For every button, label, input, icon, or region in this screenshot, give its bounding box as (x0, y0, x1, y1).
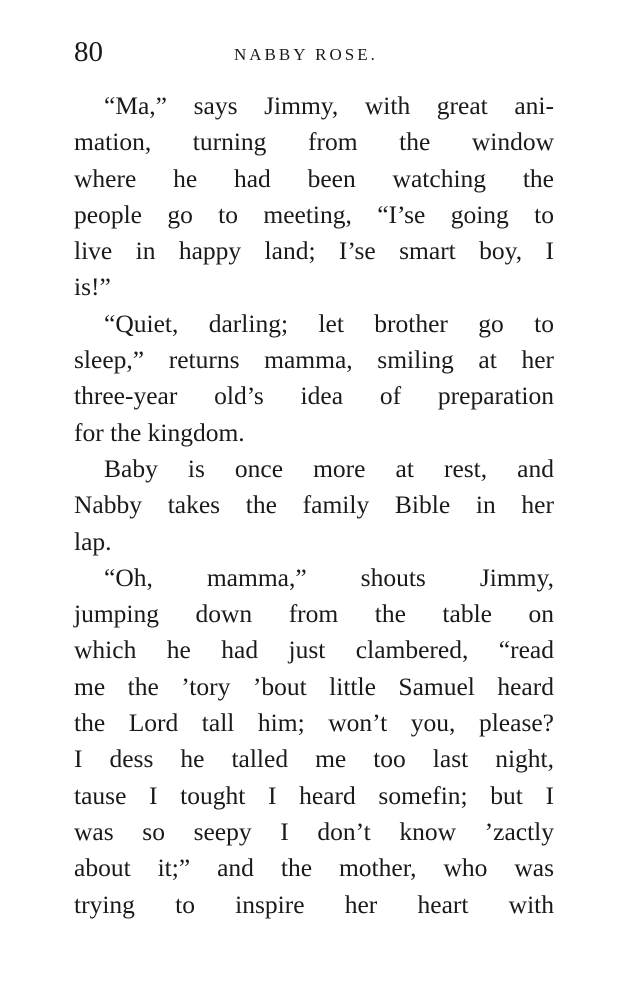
running-title: NABBY ROSE. (234, 45, 378, 64)
text-line: about it;” and the mother, who was (74, 853, 554, 883)
text-line: was so seepy I don’t know ’zactly (74, 816, 554, 846)
paragraph-2 (74, 306, 554, 451)
text-line: me the ’tory ’bout little Samuel heard (74, 671, 554, 701)
paragraph-3 (74, 451, 554, 560)
text-line: trying to inspire her heart with (74, 889, 554, 919)
page-number: 80 (74, 36, 103, 68)
text-line: lap. (74, 526, 112, 556)
body-text (74, 88, 554, 923)
text-line: tause I tought I heard somefin; but I (74, 780, 554, 810)
text-line: three-year old’s idea of preparation (74, 381, 554, 411)
text-line: sleep,” returns mamma, smiling at her (74, 345, 554, 375)
text-line: for the kingdom. (74, 417, 245, 447)
text-line: the Lord tall him; won’t you, please? (74, 708, 554, 738)
running-head (74, 34, 554, 74)
text-line: where he had been watching the (74, 163, 554, 193)
text-line: “Oh, mamma,” shouts Jimmy, (104, 562, 554, 592)
text-line: which he had just clambered, “read (74, 635, 554, 665)
text-line: “Ma,” says Jimmy, with great ani- (104, 91, 554, 120)
text-line: “Quiet, darling; let brother go to (104, 308, 554, 338)
text-line: live in happy land; I’se smart boy, I (74, 236, 554, 266)
text-line: mation, turning from the window (74, 127, 554, 157)
paragraph-1 (74, 88, 554, 306)
text-line: is!” (74, 272, 111, 302)
paragraph-4 (74, 560, 554, 923)
text-line: jumping down from the table on (74, 599, 554, 629)
text-line: Nabby takes the family Bible in her (74, 490, 554, 520)
text-line: Baby is once more at rest, and (104, 453, 554, 483)
text-line: people go to meeting, “I’se going to (74, 199, 554, 229)
text-line: I dess he talled me too last night, (74, 744, 554, 774)
